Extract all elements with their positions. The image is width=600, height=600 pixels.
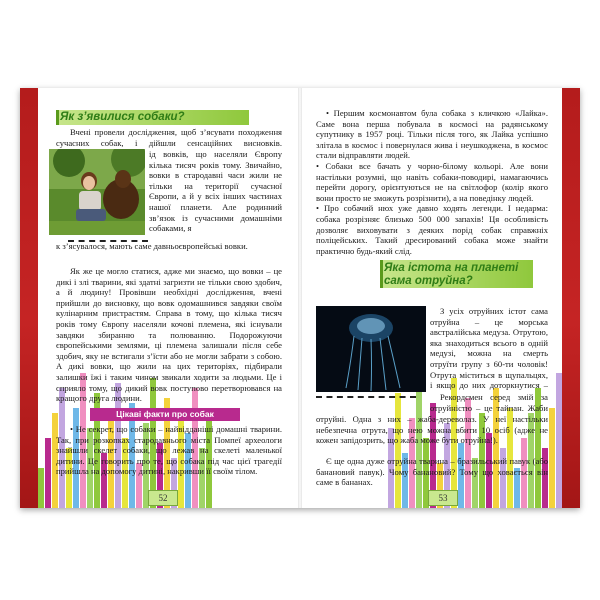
book-gutter	[298, 88, 302, 508]
intro-paragraph-end: к з’ясувалося, мають саме давньоєвропейські вовки.	[56, 241, 248, 251]
jellyfish-caption-dash	[316, 396, 416, 398]
left-page	[20, 88, 300, 508]
left-page-edge	[20, 88, 38, 508]
intro-paragraph-wrap: ід вовків, що населяли Європу кількa тисяч років тому. Звичайно, вовки в стародавні часи жили не тільки на території сучасної Європи, а й у всіх інших частинах нашої планети. Але родинний зв’язок із сучасними домашніми собаками, я	[149, 149, 282, 234]
intro-paragraph-top: Вчені провели дослідження, щоб з’ясувати походження сучасних собак, і дійшли сенсаційних висновків.	[56, 127, 282, 148]
book-spread	[20, 88, 580, 508]
spider-paragraph: Є ще одна дуже отруйна тварина – бразильський павук (або банановий павук). Чому банановий? Тому що ховається він саме в бананах.	[316, 456, 548, 488]
left-page-number: 52	[148, 490, 178, 506]
facts-paragraph: • Не секрет, що собаки – найвідданіші домашні тварини. Так, при розкопках стародавнього міста Помпеї археологи знайшли скелет собаки, що лежав на скелеті маленької дитини. Це говорить про те, що собака під час цієї трагедії прийшла на допомогу дитині, накривши її своїм тілом.	[56, 424, 282, 477]
right-page-edge	[562, 88, 580, 508]
record-paragraph-end: отруйні. Одна з них – жаба-дереволаз. У неї настільки небезпечна отрута, що нею можна вбити 10 осіб (адже не кожен запідозрить, що жаба може бути отруйна!).	[316, 414, 548, 446]
dog-facts-paragraph: • Першим космонавтом була собака з кличкою «Лайка». Саме вона перша побувала в космосі на радянському супутнику в 1957 році. Тільки після того, як Лайка успішно злітала в космос і повернулася жива і неушкоджена, в космос стали відправляти людей. • Собаки все бачать у чорно-білому кольорі. Але вони настільки розумні, що навіть собаки-поводирі, намагаючись перейти дорогу, орієнтуються не на світлофор (колір якого вони просто не зможуть розрізнити), а на поведінку людей. • Про собачий нюх уже давно ходять легенди. І недарма: собака розрізняє близько 500 000 запахів! Ця особливість дозволяє виховувати з деяких порід собак справжніх поліцейських. Такий дресирований собака може знайти практично будь-який слід.	[316, 108, 548, 256]
stripe	[549, 408, 555, 508]
stripe	[38, 468, 44, 508]
left-page-title: Як з’явилися собаки?	[60, 111, 185, 123]
jellyfish-photo	[316, 306, 426, 392]
stripe	[556, 373, 562, 508]
jellyfish-paragraph: З усіх отруйних істот сама отруйна – це морська австралійська медуза. Отрутою, яка знаходиться всього в одній медузі, можна на смерть отруїти групу з 60-ти чоловік! Отрута міститься в щупальцях, і якщо до них доторкнутися –	[430, 306, 548, 391]
stripe	[45, 438, 51, 508]
record-paragraph-start: Рекордсмен серед змій за отруйністю – це тайпан. Жаби	[430, 392, 548, 413]
right-page-number: 53	[428, 490, 458, 506]
right-page	[300, 88, 580, 508]
facts-subheading: Цікаві факти про собак	[90, 408, 240, 421]
main-paragraph: Як же це могло статися, адже ми знаємо, що вовки – це дикі і злі тварини, які здатні загризти не тільки свою здобич, а й людину! Провівши необхідні дослідження, вчені прийшли до висновку, що вовк одомашнився завдяки своїм кулінарним пристрастям. Справа в тому, що кілька тисяч років тому Європу населяли кочові племена, які існували завдяки збиранню та полюванню. Подорожуючи європейськими землями, ці племена залишали після себе здобич, яку не встигали з’їсти або не могли забрати з собою. А дикі вовки, що жили на цих територіях, підбирали залишки їжі і таким чином звикали ходити за людьми. Це і сприяло тому, що дикий вовк поступово перетворювався на кращого друга людини.	[56, 266, 282, 404]
dog-and-girl-photo	[49, 149, 145, 235]
right-page-title: Яка істота на планеті сама отруйна?	[384, 262, 519, 287]
